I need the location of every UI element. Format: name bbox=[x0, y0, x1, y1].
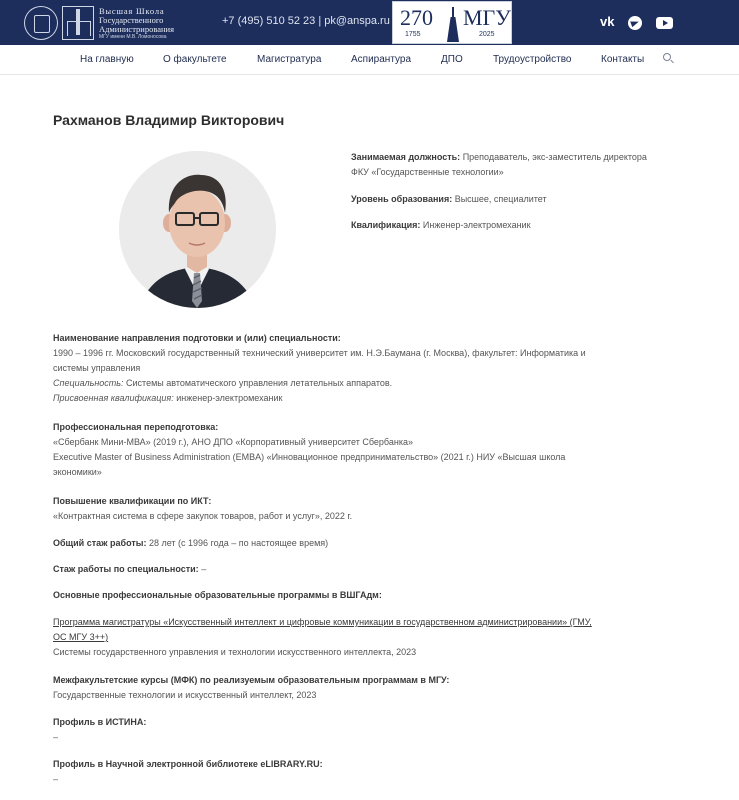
main-nav bbox=[0, 45, 739, 75]
emblem-icon bbox=[24, 6, 58, 40]
telegram-icon[interactable] bbox=[628, 16, 642, 30]
position-value: Преподаватель, экс-заместитель директора ФКУ «Государственные технологии» bbox=[351, 152, 647, 177]
portrait-illustration bbox=[119, 151, 276, 308]
anniversary-year-start: 1755 bbox=[405, 31, 421, 38]
spec-experience-label: Стаж работы по специальности: bbox=[53, 564, 199, 574]
logo-line-2: Государственного bbox=[98, 14, 164, 25]
retraining-line: «Сбербанк Мини-МВА» (2019 г.), АНО ДПО «Корпоративный университет Сбербанка» bbox=[53, 437, 413, 447]
specialty-qualification bbox=[53, 391, 653, 406]
anniversary-year-end: 2025 bbox=[479, 31, 495, 38]
istina-section bbox=[53, 715, 653, 745]
search-icon[interactable] bbox=[663, 53, 671, 61]
anniversary-badge[interactable] bbox=[392, 1, 512, 44]
nav-item-masters[interactable]: Магистратура bbox=[257, 54, 322, 65]
retraining-heading: Профессиональная переподготовка: bbox=[53, 422, 219, 432]
education-label: Уровень образования: bbox=[351, 194, 453, 204]
elibrary-value: – bbox=[53, 774, 59, 784]
anniversary-name: МГУ bbox=[463, 5, 511, 30]
nav-item-about[interactable]: О факультете bbox=[163, 54, 227, 65]
total-experience-value: 28 лет (с 1996 года – по настоящее время) bbox=[146, 538, 329, 548]
logo-line-1: Высшая Школа bbox=[98, 5, 165, 16]
ict-section bbox=[53, 494, 653, 524]
specialty-spec-label: Специальность: bbox=[53, 378, 124, 388]
ict-heading: Повышение квалификации по ИКТ: bbox=[53, 496, 212, 506]
program-link-cont[interactable]: ОС МГУ 3++) bbox=[53, 632, 109, 642]
programs-heading: Основные профессиональные образовательные программы в ВШГАдм: bbox=[53, 590, 382, 600]
qualification-field bbox=[351, 218, 651, 233]
total-experience bbox=[53, 536, 653, 551]
qualification-label: Квалификация: bbox=[351, 220, 421, 230]
specialty-section bbox=[53, 331, 653, 406]
nav-item-employment[interactable]: Трудоустройство bbox=[493, 54, 572, 65]
position-label: Занимаемая должность: bbox=[351, 152, 461, 162]
logo-text bbox=[99, 7, 174, 40]
position-field bbox=[351, 150, 651, 180]
programs-section bbox=[53, 615, 653, 660]
program-link[interactable]: Программа магистратуры «Искусственный интеллект и цифровые коммуникации в государственном администрировании» (ГМУ, bbox=[53, 617, 592, 627]
faculty-logo[interactable] bbox=[24, 5, 174, 41]
qualification-value: Инженер-электромеханик bbox=[420, 220, 531, 230]
elibrary-heading: Профиль в Научной электронной библиотеке eLIBRARY.RU: bbox=[53, 759, 323, 769]
specialty-spec bbox=[53, 376, 653, 391]
top-bar bbox=[0, 0, 739, 45]
istina-value: – bbox=[53, 732, 59, 742]
education-value: Высшее, специалитет bbox=[452, 194, 547, 204]
nav-item-postgraduate[interactable]: Аспирантура bbox=[351, 54, 412, 65]
elibrary-section bbox=[53, 757, 653, 787]
istina-heading: Профиль в ИСТИНА: bbox=[53, 717, 147, 727]
youtube-icon[interactable] bbox=[656, 17, 673, 29]
logo-subline: МГУ имени М.В. Ломоносова bbox=[98, 33, 167, 40]
mfk-section bbox=[53, 673, 653, 703]
total-experience-label: Общий стаж работы: bbox=[53, 538, 147, 548]
specialty-spec-value: Системы автоматического управления летательных аппаратов. bbox=[123, 378, 393, 388]
mfk-line: Государственные технологии и искусственный интеллект, 2023 bbox=[53, 690, 317, 700]
specialty-qual-value: инженер-электромеханик bbox=[173, 393, 283, 403]
specialty-qual-label: Присвоенная квалификация: bbox=[53, 393, 174, 403]
ict-line: «Контрактная система в сфере закупок товаров, работ и услуг», 2022 г. bbox=[53, 511, 353, 521]
programs-heading-block bbox=[53, 588, 653, 603]
retraining-section bbox=[53, 420, 653, 480]
logo-line-3: Администрирования bbox=[98, 23, 174, 34]
specialty-line: системы управления bbox=[53, 363, 141, 373]
anniversary-number: 270 bbox=[400, 5, 433, 30]
spec-experience bbox=[53, 562, 653, 577]
specialty-line: 1990 – 1996 гг. Московский государственный технический университет им. Н.Э.Баумана (г. Москва), факультет: Информатика и bbox=[53, 348, 586, 358]
specialty-heading: Наименование направления подготовки и (или) специальности: bbox=[53, 333, 341, 343]
university-tower-icon bbox=[447, 7, 459, 42]
mfk-heading: Межфакультетские курсы (МФК) по реализуемым образовательным программам в МГУ: bbox=[53, 675, 450, 685]
nav-item-contacts[interactable]: Контакты bbox=[601, 54, 645, 65]
nav-item-home[interactable]: На главную bbox=[80, 54, 134, 65]
vk-icon[interactable]: vk bbox=[600, 14, 615, 29]
retraining-line: Executive Master of Business Administration (EMBA) «Инновационное предпринимательство» (2021 г.) НИУ «Высшая школа bbox=[53, 452, 566, 462]
spec-experience-value: – bbox=[198, 564, 207, 574]
portrait-photo bbox=[119, 151, 276, 308]
building-icon bbox=[62, 6, 94, 40]
page-title: Рахманов Владимир Викторович bbox=[53, 112, 285, 128]
program-line: Системы государственного управления и технологии искусственного интеллекта, 2023 bbox=[53, 647, 417, 657]
header-contacts[interactable]: +7 (495) 510 52 23 | pk@anspa.ru bbox=[222, 15, 390, 27]
education-field bbox=[351, 192, 651, 207]
nav-item-dpo[interactable]: ДПО bbox=[441, 54, 463, 65]
retraining-line: экономики» bbox=[53, 467, 102, 477]
